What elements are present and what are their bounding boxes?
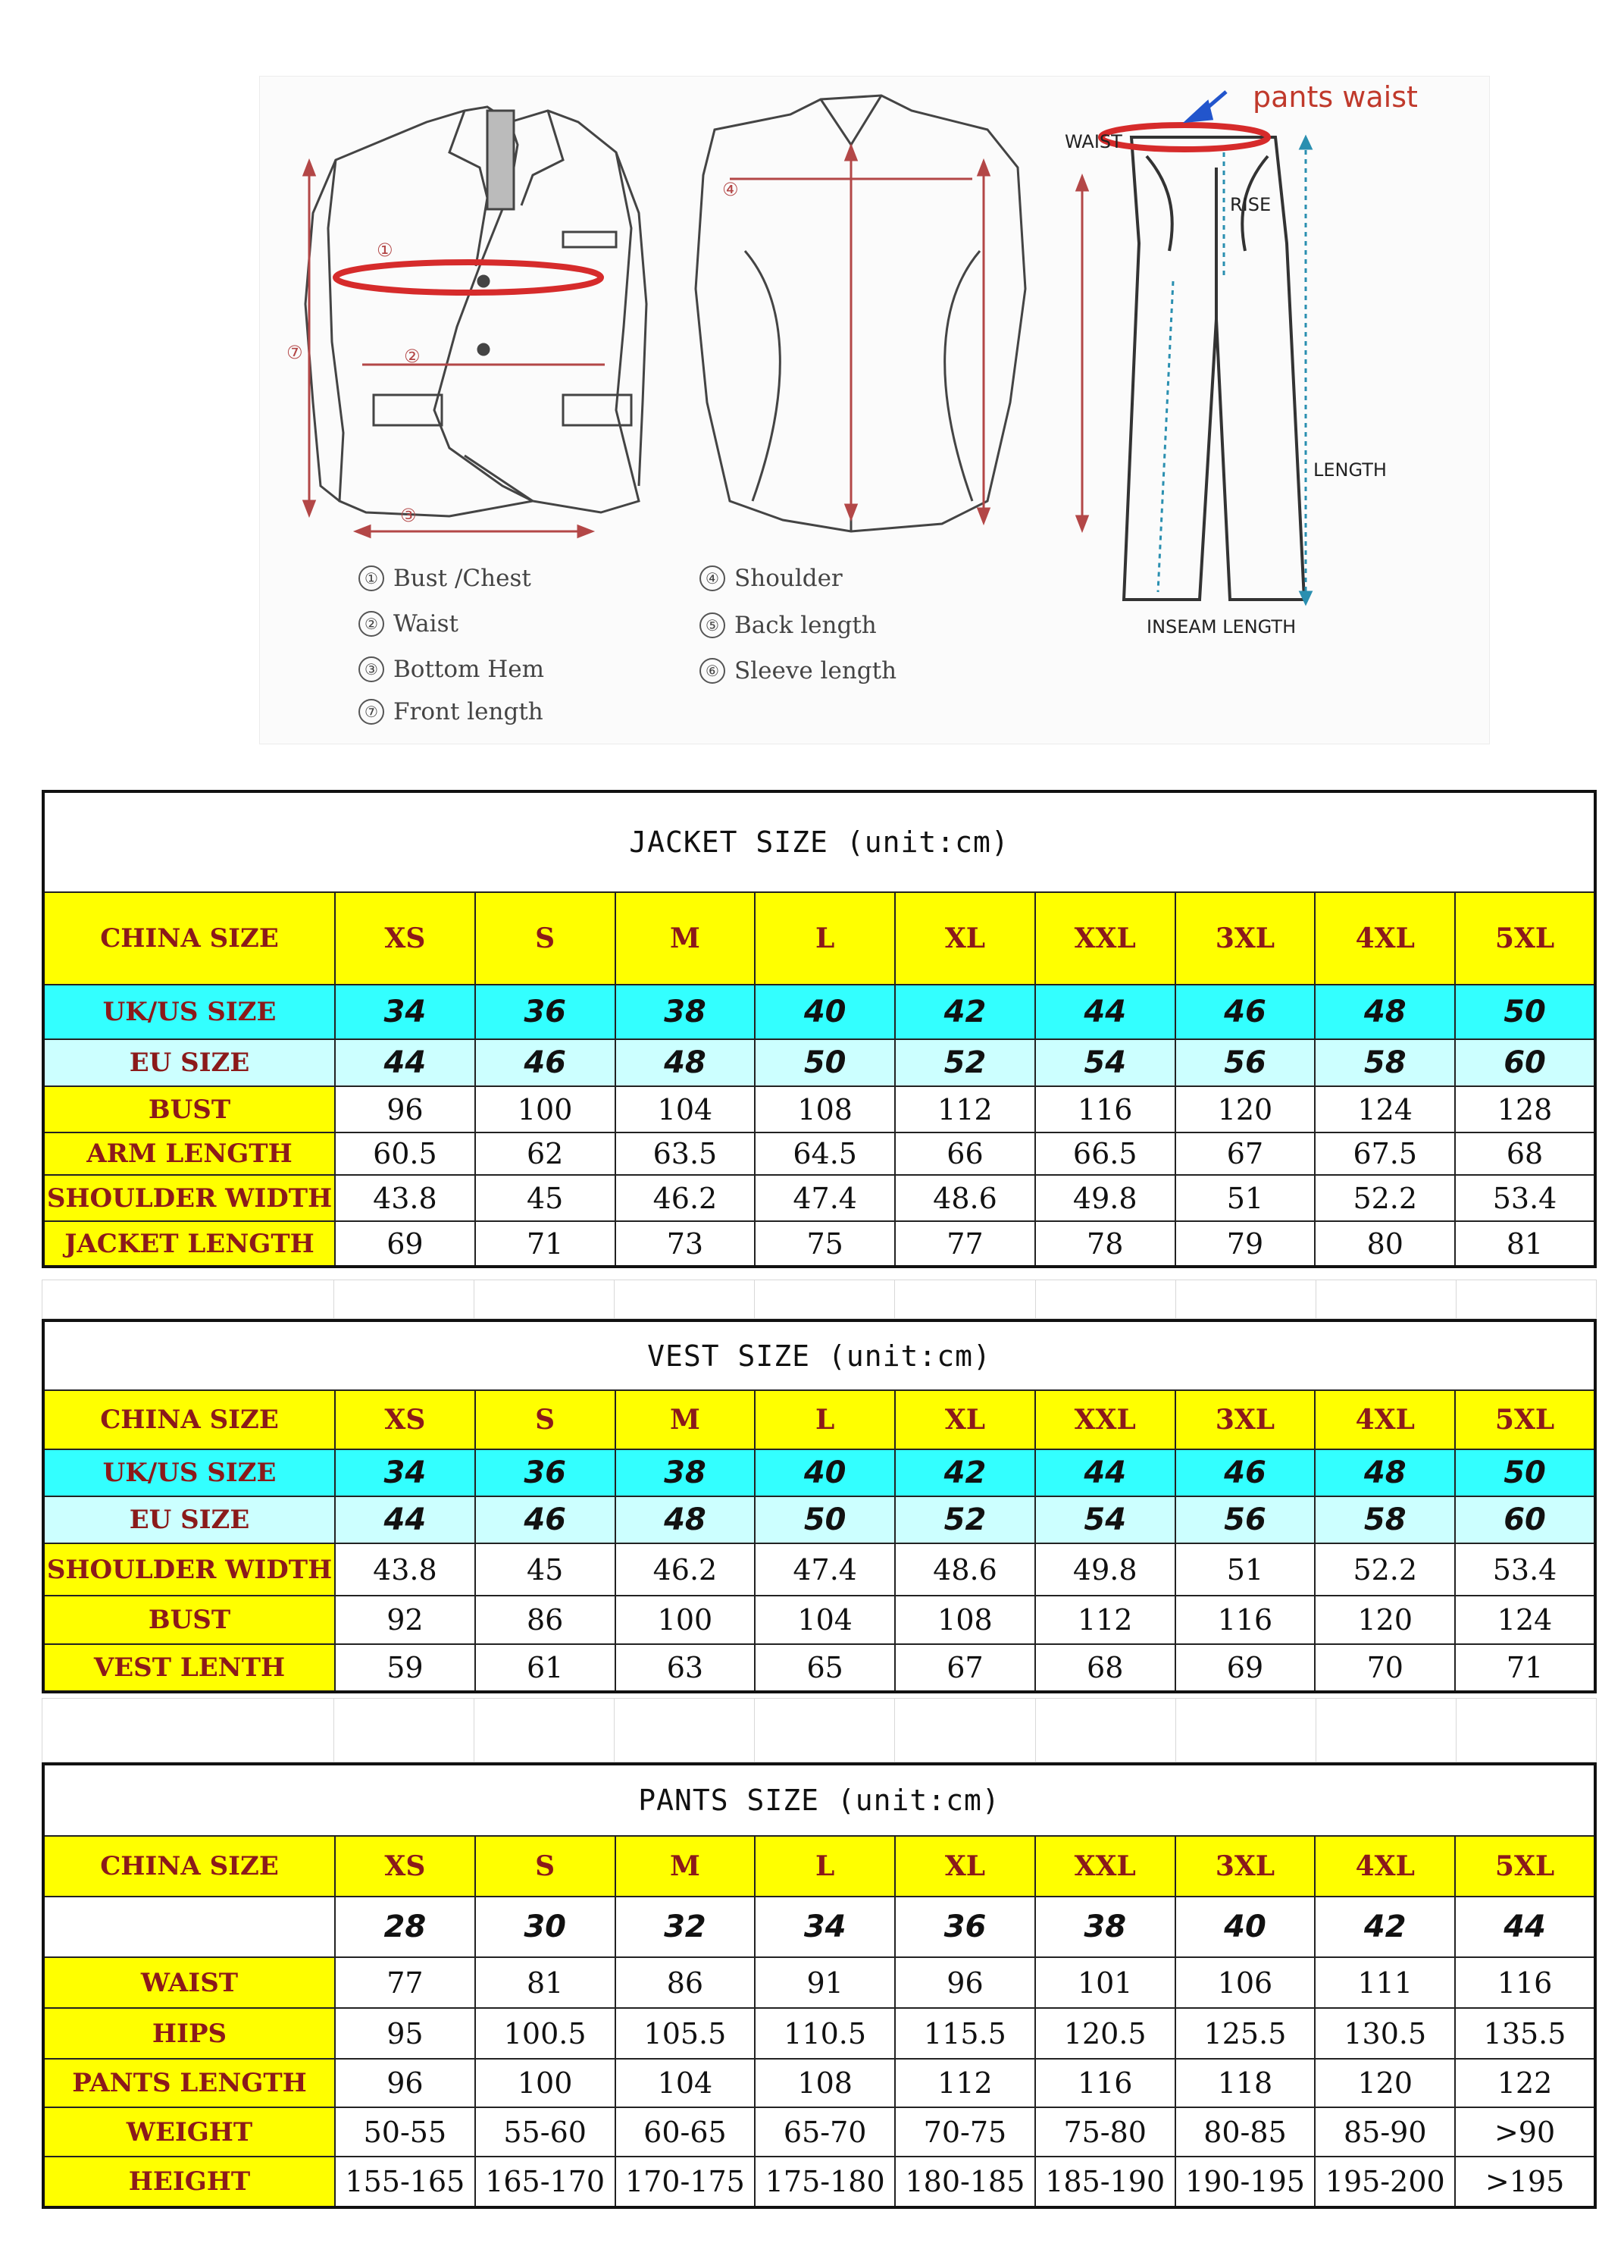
table-cell: 52 xyxy=(895,1496,1035,1543)
table-cell: 38 xyxy=(615,985,756,1039)
table-cell: 110.5 xyxy=(755,2008,895,2059)
size-4xl: 4XL xyxy=(1315,1390,1455,1449)
table-row xyxy=(43,2107,1595,2157)
table-cell: 52.2 xyxy=(1315,1175,1455,1221)
jacket-size-table xyxy=(42,790,1597,1268)
table-cell: 69 xyxy=(335,1221,475,1267)
row-label: ARM LENGTH xyxy=(43,1132,335,1175)
jacket-eu-row xyxy=(43,1039,1595,1086)
pants-waist-label: pants waist xyxy=(1253,80,1418,114)
table-cell: 49.8 xyxy=(1035,1175,1175,1221)
row-label: VEST LENTH xyxy=(43,1644,335,1692)
table-cell: 63.5 xyxy=(615,1132,756,1175)
table-cell: 106 xyxy=(1175,1957,1316,2008)
table-cell: 185-190 xyxy=(1035,2157,1175,2207)
table-cell: 40 xyxy=(755,985,895,1039)
vest-table-title: VEST SIZE (unit:cm) xyxy=(43,1320,1595,1390)
table-cell: 40 xyxy=(1175,1897,1316,1957)
row-label xyxy=(43,1897,335,1957)
row-label: BUST xyxy=(43,1086,335,1132)
row-label: BUST xyxy=(43,1596,335,1644)
table-row xyxy=(43,2059,1595,2107)
table-cell: >195 xyxy=(1455,2157,1595,2207)
marker-2: ② xyxy=(404,346,421,367)
size-4xl: 4XL xyxy=(1315,1836,1455,1897)
legend-bottom-hem: ③ Bottom Hem xyxy=(358,656,544,683)
size-l: L xyxy=(755,892,895,985)
size-xs: XS xyxy=(335,1836,475,1897)
table-cell: 34 xyxy=(335,1449,475,1496)
table-cell: 124 xyxy=(1315,1086,1455,1132)
pants-size-table xyxy=(42,1762,1597,2209)
table-cell: 111 xyxy=(1315,1957,1455,2008)
size-3xl: 3XL xyxy=(1175,1390,1316,1449)
spacer-row xyxy=(42,1698,1597,1762)
table-cell: 128 xyxy=(1455,1086,1595,1132)
table-row xyxy=(43,1957,1595,2008)
table-cell: 125.5 xyxy=(1175,2008,1316,2059)
table-cell: 55-60 xyxy=(475,2107,615,2157)
table-cell: 38 xyxy=(615,1449,756,1496)
table-cell: 48 xyxy=(615,1039,756,1086)
spacer-row xyxy=(42,1280,1597,1319)
row-label: CHINA SIZE xyxy=(43,1836,335,1897)
table-cell: 56 xyxy=(1175,1039,1316,1086)
table-cell: 38 xyxy=(1035,1897,1175,1957)
table-cell: 43.8 xyxy=(335,1543,475,1596)
table-cell: 42 xyxy=(1315,1897,1455,1957)
size-s: S xyxy=(475,1390,615,1449)
row-label: JACKET LENGTH xyxy=(43,1221,335,1267)
table-cell: 124 xyxy=(1455,1596,1595,1644)
table-cell: 47.4 xyxy=(755,1175,895,1221)
table-cell: >90 xyxy=(1455,2107,1595,2157)
table-cell: 81 xyxy=(1455,1221,1595,1267)
jacket-front-drawing xyxy=(305,107,646,516)
table-cell: 63 xyxy=(615,1644,756,1692)
table-cell: 115.5 xyxy=(895,2008,1035,2059)
size-s: S xyxy=(475,892,615,985)
table-cell: 135.5 xyxy=(1455,2008,1595,2059)
legend-shoulder: ④ Shoulder xyxy=(699,565,843,592)
table-cell: 116 xyxy=(1455,1957,1595,2008)
size-5xl: 5XL xyxy=(1455,892,1595,985)
table-cell: 42 xyxy=(895,1449,1035,1496)
table-cell: 44 xyxy=(1035,1449,1175,1496)
table-cell: 30 xyxy=(475,1897,615,1957)
table-cell: 53.4 xyxy=(1455,1543,1595,1596)
length-label: LENGTH xyxy=(1313,459,1387,481)
jacket-china-size-row xyxy=(43,892,1595,985)
pants-table-title: PANTS SIZE (unit:cm) xyxy=(43,1764,1595,1836)
table-cell: 42 xyxy=(895,985,1035,1039)
table-cell: 85-90 xyxy=(1315,2107,1455,2157)
vest-eu-row xyxy=(43,1496,1595,1543)
table-cell: 36 xyxy=(895,1897,1035,1957)
table-row xyxy=(43,1175,1595,1221)
table-cell: 71 xyxy=(1455,1644,1595,1692)
table-cell: 45 xyxy=(475,1543,615,1596)
table-cell: 64.5 xyxy=(755,1132,895,1175)
legend-waist: ② Waist xyxy=(358,610,458,637)
table-cell: 96 xyxy=(335,1086,475,1132)
table-cell: 116 xyxy=(1035,1086,1175,1132)
row-label: PANTS LENGTH xyxy=(43,2059,335,2107)
table-cell: 104 xyxy=(755,1596,895,1644)
table-cell: 46 xyxy=(475,1039,615,1086)
table-cell: 100.5 xyxy=(475,2008,615,2059)
table-cell: 108 xyxy=(755,1086,895,1132)
table-cell: 86 xyxy=(475,1596,615,1644)
table-cell: 118 xyxy=(1175,2059,1316,2107)
size-5xl: 5XL xyxy=(1455,1390,1595,1449)
table-cell: 67 xyxy=(1175,1132,1316,1175)
table-cell: 58 xyxy=(1315,1496,1455,1543)
table-cell: 51 xyxy=(1175,1543,1316,1596)
table-cell: 49.8 xyxy=(1035,1543,1175,1596)
table-cell: 112 xyxy=(895,1086,1035,1132)
table-row xyxy=(43,1596,1595,1644)
garment-illustration xyxy=(260,77,1489,744)
table-cell: 48.6 xyxy=(895,1543,1035,1596)
table-cell: 130.5 xyxy=(1315,2008,1455,2059)
table-row xyxy=(43,1086,1595,1132)
table-cell: 43.8 xyxy=(335,1175,475,1221)
table-cell: 116 xyxy=(1035,2059,1175,2107)
table-cell: 70 xyxy=(1315,1644,1455,1692)
table-cell: 73 xyxy=(615,1221,756,1267)
table-cell: 120 xyxy=(1175,1086,1316,1132)
size-xs: XS xyxy=(335,1390,475,1449)
table-cell: 175-180 xyxy=(755,2157,895,2207)
jacket-front-measure-lines xyxy=(304,161,605,537)
rise-label: RISE xyxy=(1230,194,1272,215)
table-cell: 155-165 xyxy=(335,2157,475,2207)
table-cell: 44 xyxy=(335,1496,475,1543)
table-cell: 91 xyxy=(755,1957,895,2008)
table-cell: 48.6 xyxy=(895,1175,1035,1221)
size-xxl: XXL xyxy=(1035,1390,1175,1449)
table-cell: 77 xyxy=(335,1957,475,2008)
pants-drawing xyxy=(1124,137,1304,600)
table-cell: 54 xyxy=(1035,1496,1175,1543)
size-m: M xyxy=(615,1390,756,1449)
size-s: S xyxy=(475,1836,615,1897)
row-label: UK/US SIZE xyxy=(43,985,335,1039)
table-cell: 44 xyxy=(1035,985,1175,1039)
table-cell: 86 xyxy=(615,1957,756,2008)
table-cell: 40 xyxy=(755,1449,895,1496)
table-cell: 96 xyxy=(335,2059,475,2107)
table-cell: 50 xyxy=(1455,985,1595,1039)
table-cell: 46.2 xyxy=(615,1543,756,1596)
table-cell: 75-80 xyxy=(1035,2107,1175,2157)
measurement-diagram xyxy=(259,76,1490,744)
row-label: EU SIZE xyxy=(43,1039,335,1086)
marker-7: ⑦ xyxy=(286,342,303,363)
table-cell: 52 xyxy=(895,1039,1035,1086)
marker-4: ④ xyxy=(722,179,739,200)
table-cell: 75 xyxy=(755,1221,895,1267)
table-cell: 48 xyxy=(1315,1449,1455,1496)
table-cell: 52.2 xyxy=(1315,1543,1455,1596)
table-cell: 67.5 xyxy=(1315,1132,1455,1175)
table-row xyxy=(43,1543,1595,1596)
table-row xyxy=(43,2008,1595,2059)
table-cell: 100 xyxy=(475,1086,615,1132)
table-cell: 47.4 xyxy=(755,1543,895,1596)
table-cell: 122 xyxy=(1455,2059,1595,2107)
vest-uk-us-row xyxy=(43,1449,1595,1496)
table-cell: 28 xyxy=(335,1897,475,1957)
size-m: M xyxy=(615,1836,756,1897)
table-cell: 48 xyxy=(1315,985,1455,1039)
jacket-table-title: JACKET SIZE (unit:cm) xyxy=(43,791,1595,892)
table-cell: 120 xyxy=(1315,1596,1455,1644)
pants-inch-size-row xyxy=(43,1897,1595,1957)
size-xl: XL xyxy=(895,1390,1035,1449)
table-cell: 46 xyxy=(1175,985,1316,1039)
table-row xyxy=(43,1132,1595,1175)
row-label: CHINA SIZE xyxy=(43,892,335,985)
size-5xl: 5XL xyxy=(1455,1836,1595,1897)
table-cell: 195-200 xyxy=(1315,2157,1455,2207)
size-xl: XL xyxy=(895,892,1035,985)
table-cell: 66.5 xyxy=(1035,1132,1175,1175)
table-cell: 65-70 xyxy=(755,2107,895,2157)
table-cell: 48 xyxy=(615,1496,756,1543)
table-cell: 65 xyxy=(755,1644,895,1692)
table-cell: 79 xyxy=(1175,1221,1316,1267)
table-cell: 66 xyxy=(895,1132,1035,1175)
table-cell: 46 xyxy=(1175,1449,1316,1496)
size-l: L xyxy=(755,1390,895,1449)
row-label: SHOULDER WIDTH xyxy=(43,1175,335,1221)
table-cell: 50 xyxy=(755,1039,895,1086)
table-cell: 108 xyxy=(755,2059,895,2107)
table-cell: 51 xyxy=(1175,1175,1316,1221)
table-cell: 108 xyxy=(895,1596,1035,1644)
legend-front-length: ⑦ Front length xyxy=(358,698,543,725)
jacket-back-measure-lines xyxy=(730,146,1087,530)
table-cell: 60-65 xyxy=(615,2107,756,2157)
table-row xyxy=(43,1644,1595,1692)
table-cell: 67 xyxy=(895,1644,1035,1692)
table-cell: 69 xyxy=(1175,1644,1316,1692)
table-cell: 53.4 xyxy=(1455,1175,1595,1221)
table-cell: 78 xyxy=(1035,1221,1175,1267)
table-cell: 34 xyxy=(755,1897,895,1957)
table-cell: 96 xyxy=(895,1957,1035,2008)
table-cell: 61 xyxy=(475,1644,615,1692)
inseam-length-label: INSEAM LENGTH xyxy=(1147,616,1297,637)
table-cell: 60.5 xyxy=(335,1132,475,1175)
size-3xl: 3XL xyxy=(1175,1836,1316,1897)
table-cell: 71 xyxy=(475,1221,615,1267)
row-label: HIPS xyxy=(43,2008,335,2059)
table-cell: 101 xyxy=(1035,1957,1175,2008)
table-cell: 68 xyxy=(1455,1132,1595,1175)
table-cell: 54 xyxy=(1035,1039,1175,1086)
table-cell: 116 xyxy=(1175,1596,1316,1644)
table-cell: 60 xyxy=(1455,1496,1595,1543)
table-row xyxy=(43,1221,1595,1267)
size-l: L xyxy=(755,1836,895,1897)
table-cell: 46 xyxy=(475,1496,615,1543)
table-cell: 100 xyxy=(475,2059,615,2107)
table-cell: 62 xyxy=(475,1132,615,1175)
jacket-back-drawing xyxy=(696,96,1025,531)
table-cell: 120 xyxy=(1315,2059,1455,2107)
marker-3: ③ xyxy=(400,505,417,526)
size-xxl: XXL xyxy=(1035,1836,1175,1897)
table-cell: 120.5 xyxy=(1035,2008,1175,2059)
table-cell: 92 xyxy=(335,1596,475,1644)
size-xs: XS xyxy=(335,892,475,985)
table-cell: 36 xyxy=(475,985,615,1039)
row-label: CHINA SIZE xyxy=(43,1390,335,1449)
table-cell: 36 xyxy=(475,1449,615,1496)
table-cell: 59 xyxy=(335,1644,475,1692)
table-cell: 50 xyxy=(755,1496,895,1543)
row-label: SHOULDER WIDTH xyxy=(43,1543,335,1596)
pants-waist-arrow xyxy=(1188,92,1226,121)
table-cell: 112 xyxy=(895,2059,1035,2107)
table-cell: 44 xyxy=(1455,1897,1595,1957)
table-cell: 60 xyxy=(1455,1039,1595,1086)
size-xxl: XXL xyxy=(1035,892,1175,985)
legend-bust: ① Bust /Chest xyxy=(358,565,531,592)
table-cell: 190-195 xyxy=(1175,2157,1316,2207)
row-label: UK/US SIZE xyxy=(43,1449,335,1496)
table-cell: 70-75 xyxy=(895,2107,1035,2157)
table-cell: 170-175 xyxy=(615,2157,756,2207)
table-cell: 104 xyxy=(615,2059,756,2107)
table-cell: 80 xyxy=(1315,1221,1455,1267)
pants-china-size-row xyxy=(43,1836,1595,1897)
size-3xl: 3XL xyxy=(1175,892,1316,985)
table-cell: 58 xyxy=(1315,1039,1455,1086)
table-cell: 112 xyxy=(1035,1596,1175,1644)
legend-back-length: ⑤ Back length xyxy=(699,612,877,639)
size-xl: XL xyxy=(895,1836,1035,1897)
row-label: HEIGHT xyxy=(43,2157,335,2207)
table-cell: 77 xyxy=(895,1221,1035,1267)
table-cell: 44 xyxy=(335,1039,475,1086)
waist-label: WAIST xyxy=(1065,131,1122,152)
table-cell: 50 xyxy=(1455,1449,1595,1496)
legend-sleeve-length: ⑥ Sleeve length xyxy=(699,657,896,684)
table-cell: 56 xyxy=(1175,1496,1316,1543)
table-cell: 50-55 xyxy=(335,2107,475,2157)
size-4xl: 4XL xyxy=(1315,892,1455,985)
table-row xyxy=(43,2157,1595,2207)
vest-size-table xyxy=(42,1319,1597,1693)
table-cell: 32 xyxy=(615,1897,756,1957)
table-cell: 81 xyxy=(475,1957,615,2008)
jacket-uk-us-row xyxy=(43,985,1595,1039)
table-cell: 180-185 xyxy=(895,2157,1035,2207)
row-label: WEIGHT xyxy=(43,2107,335,2157)
table-cell: 80-85 xyxy=(1175,2107,1316,2157)
row-label: EU SIZE xyxy=(43,1496,335,1543)
table-cell: 68 xyxy=(1035,1644,1175,1692)
table-cell: 45 xyxy=(475,1175,615,1221)
bust-marker xyxy=(336,262,601,293)
table-cell: 165-170 xyxy=(475,2157,615,2207)
table-cell: 105.5 xyxy=(615,2008,756,2059)
table-cell: 95 xyxy=(335,2008,475,2059)
marker-1: ① xyxy=(377,240,393,261)
row-label: WAIST xyxy=(43,1957,335,2008)
table-cell: 34 xyxy=(335,985,475,1039)
table-cell: 100 xyxy=(615,1596,756,1644)
size-m: M xyxy=(615,892,756,985)
table-cell: 46.2 xyxy=(615,1175,756,1221)
table-cell: 104 xyxy=(615,1086,756,1132)
vest-china-size-row xyxy=(43,1390,1595,1449)
